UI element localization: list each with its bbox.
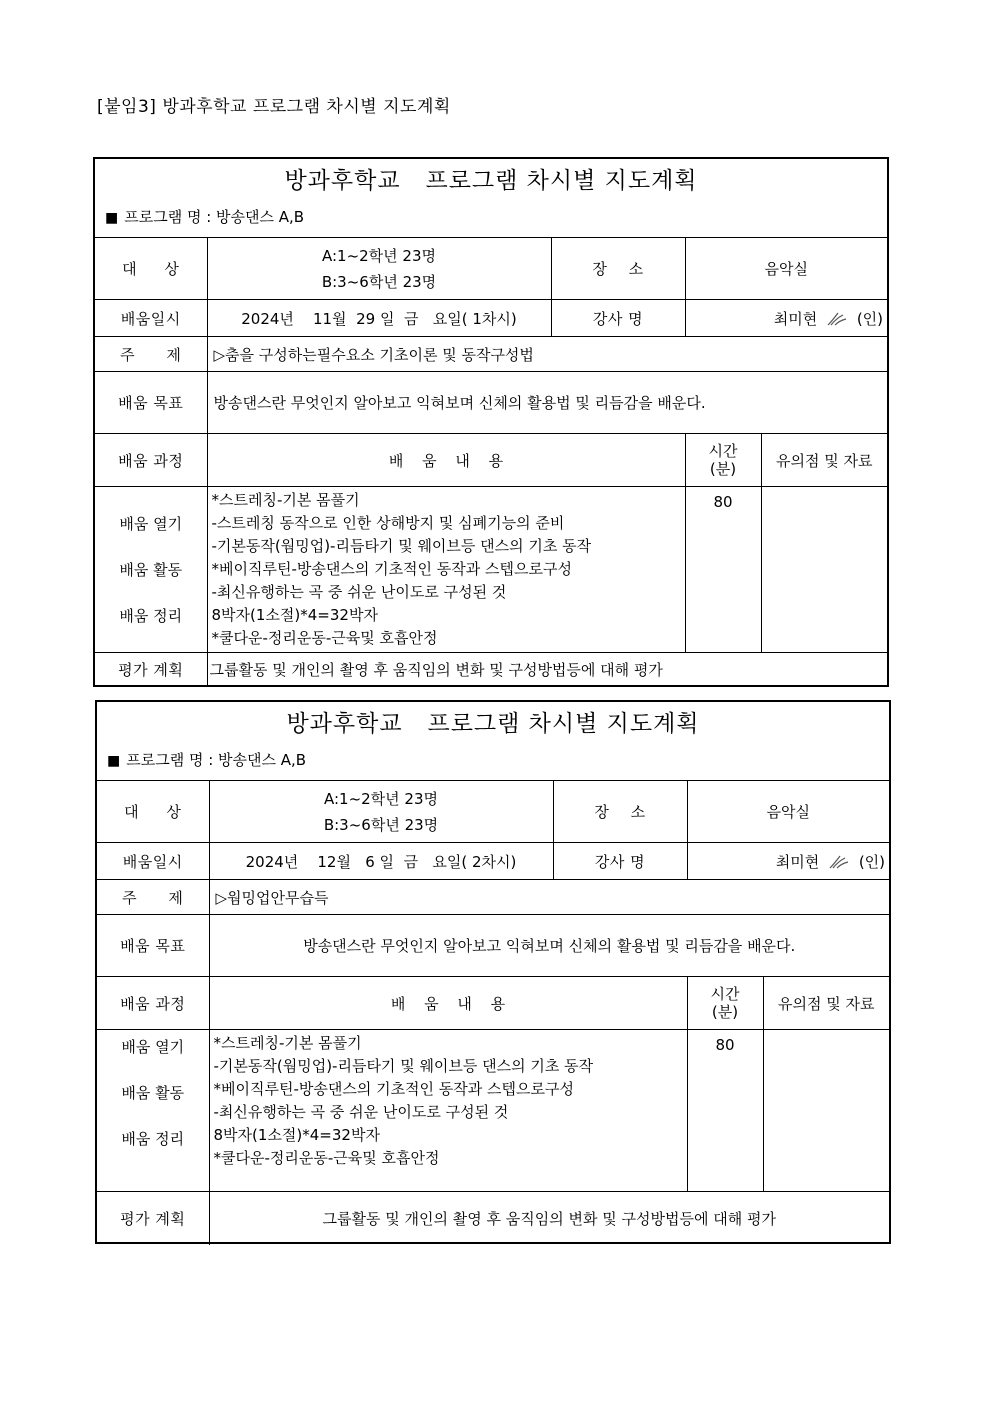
time-header: 시간 (분)	[687, 977, 763, 1030]
content-line: *베이직루틴-방송댄스의 기초적인 동작과 스텝으로구성	[211, 560, 572, 578]
signature-icon	[828, 854, 850, 870]
process-header-row	[97, 977, 889, 1030]
program-name: ■ 프로그램 명 : 방송댄스 A,B	[105, 208, 305, 226]
stage-labels	[95, 487, 207, 653]
plan-table	[95, 237, 887, 687]
stage-activity: 배움 활동	[121, 1084, 185, 1102]
eval-label: 평가 계획	[95, 653, 207, 687]
lesson-plan-2	[95, 700, 891, 1244]
seal-mark: (인)	[858, 852, 886, 871]
time-value: 80	[685, 487, 761, 653]
content-line: -스트레칭 동작으로 인한 상해방지 및 심폐기능의 준비	[211, 514, 565, 532]
teacher-label: 강사 명	[553, 843, 687, 880]
process-label: 배움 과정	[97, 977, 209, 1030]
topic-label: 주 제	[95, 337, 207, 372]
notes-value	[761, 487, 887, 653]
content-line: *쿨다운-정리운동-근육및 호흡안정	[213, 1149, 440, 1167]
topic-value: ▷웜밍업안무습득	[209, 880, 889, 915]
content-header: 배 움 내 용	[207, 434, 685, 487]
content-line: *쿨다운-정리운동-근육및 호흡안정	[211, 629, 438, 647]
plan-title: 방과후학교 프로그램 차시별 지도계획	[284, 168, 698, 194]
topic-row	[97, 880, 889, 915]
teacher-name: 최미현	[775, 852, 820, 871]
notes-header: 유의점 및 자료	[763, 977, 889, 1030]
time-header: 시간 (분)	[685, 434, 761, 487]
signature-icon	[826, 311, 848, 327]
eval-value: 그룹활동 및 개인의 촬영 후 움직임의 변화 및 구성방법등에 대해 평가	[209, 1192, 889, 1245]
target-value: A:1~2학년 23명 B:3~6학년 23명	[209, 781, 553, 843]
eval-label: 평가 계획	[97, 1192, 209, 1245]
date-row	[97, 843, 889, 880]
target-row	[97, 781, 889, 843]
goal-row	[95, 372, 887, 434]
place-value: 음악실	[687, 781, 889, 843]
stage-wrapup: 배움 정리	[119, 606, 183, 625]
lesson-content	[207, 487, 685, 653]
notes-header: 유의점 및 자료	[761, 434, 887, 487]
content-line: -최신유행하는 곡 중 쉬운 난이도로 구성된 것	[211, 583, 507, 601]
date-row	[95, 300, 887, 337]
lesson-content	[209, 1030, 687, 1192]
teacher-label: 강사 명	[551, 300, 685, 337]
topic-label: 주 제	[97, 880, 209, 915]
place-label: 장 소	[551, 238, 685, 300]
stage-labels	[97, 1030, 209, 1192]
plan-table	[97, 780, 889, 1245]
content-line: *스트레칭-기본 몸풀기	[213, 1034, 362, 1052]
seal-mark: (인)	[856, 309, 884, 328]
document-heading: [붙임3] 방과후학교 프로그램 차시별 지도계획	[97, 97, 451, 117]
content-line: *베이직루틴-방송댄스의 기초적인 동작과 스텝으로구성	[213, 1080, 574, 1098]
eval-value: 그룹활동 및 개인의 촬영 후 움직임의 변화 및 구성방법등에 대해 평가	[207, 653, 887, 687]
goal-label: 배움 목표	[95, 372, 207, 434]
goal-value: 방송댄스란 무엇인지 알아보고 익혀보며 신체의 활용법 및 리듬감을 배운다.	[207, 372, 887, 434]
program-name: ■ 프로그램 명 : 방송댄스 A,B	[107, 751, 307, 769]
goal-row	[97, 915, 889, 977]
content-line: -기본동작(웜밍업)-리듬타기 및 웨이브등 댄스의 기초 동작	[213, 1057, 594, 1075]
place-value: 음악실	[685, 238, 887, 300]
teacher-value	[687, 843, 889, 880]
target-label: 대 상	[95, 238, 207, 300]
eval-row	[95, 653, 887, 687]
notes-value	[763, 1030, 889, 1192]
target-label: 대 상	[97, 781, 209, 843]
topic-value: ▷춤을 구성하는필수요소 기초이론 및 동작구성법	[207, 337, 887, 372]
process-body-row	[95, 487, 887, 653]
content-line: -최신유행하는 곡 중 쉬운 난이도로 구성된 것	[213, 1103, 509, 1121]
lesson-plan-1	[93, 157, 889, 687]
plan-title: 방과후학교 프로그램 차시별 지도계획	[286, 711, 700, 737]
stage-open: 배움 열기	[119, 514, 183, 533]
content-line: *스트레칭-기본 몸풀기	[211, 491, 360, 509]
date-label: 배움일시	[95, 300, 207, 337]
goal-value: 방송댄스란 무엇인지 알아보고 익혀보며 신체의 활용법 및 리듬감을 배운다.	[209, 915, 889, 977]
square-bullet-icon: ■	[105, 210, 119, 226]
stage-open: 배움 열기	[121, 1038, 185, 1056]
date-value: 2024년 11월 29 일 금 요일( 1차시)	[207, 300, 551, 337]
stage-wrapup: 배움 정리	[121, 1130, 185, 1148]
time-value: 80	[687, 1030, 763, 1192]
content-header: 배 움 내 용	[209, 977, 687, 1030]
stage-activity: 배움 활동	[119, 560, 183, 579]
target-value: A:1~2학년 23명 B:3~6학년 23명	[207, 238, 551, 300]
content-line: 8박자(1소절)*4=32박자	[211, 606, 378, 624]
teacher-value	[685, 300, 887, 337]
square-bullet-icon: ■	[107, 753, 121, 769]
date-value: 2024년 12월 6 일 금 요일( 2차시)	[209, 843, 553, 880]
goal-label: 배움 목표	[97, 915, 209, 977]
content-line: 8박자(1소절)*4=32박자	[213, 1126, 380, 1144]
process-label: 배움 과정	[95, 434, 207, 487]
process-body-row	[97, 1030, 889, 1192]
place-label: 장 소	[553, 781, 687, 843]
teacher-name: 최미현	[773, 309, 818, 328]
process-header-row	[95, 434, 887, 487]
content-line: -기본동작(웜밍업)-리듬타기 및 웨이브등 댄스의 기초 동작	[211, 537, 592, 555]
topic-row	[95, 337, 887, 372]
target-row	[95, 238, 887, 300]
date-label: 배움일시	[97, 843, 209, 880]
eval-row	[97, 1192, 889, 1245]
